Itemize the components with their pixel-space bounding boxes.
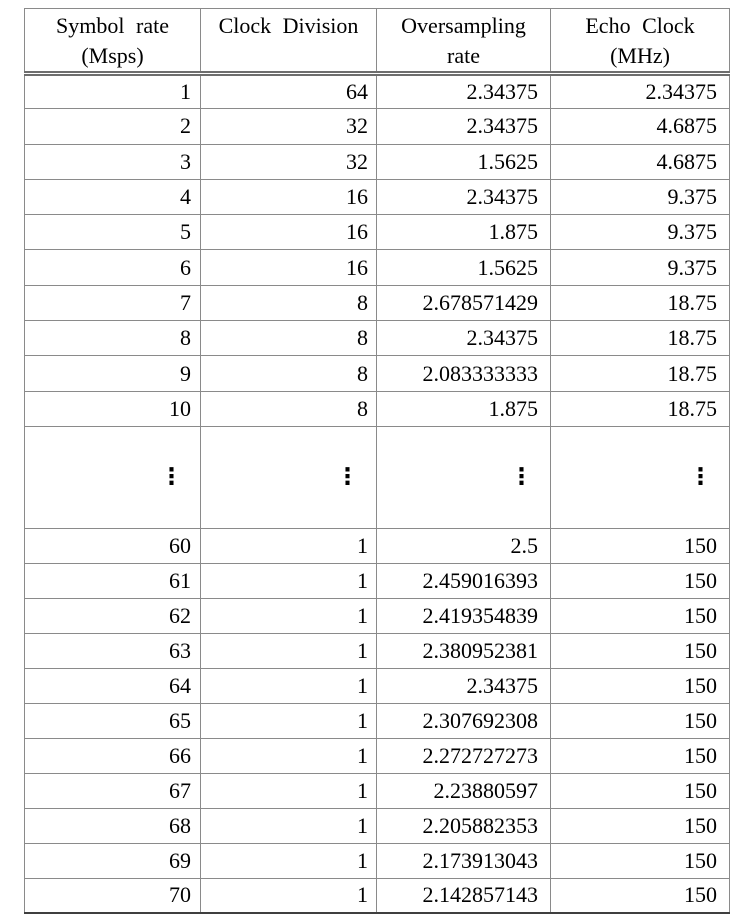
table-cell: 63 bbox=[25, 633, 201, 668]
table-cell: 1 bbox=[201, 878, 377, 913]
table-cell: 1 bbox=[201, 703, 377, 738]
table-cell: 9.375 bbox=[551, 179, 730, 214]
table-cell: 2.459016393 bbox=[377, 563, 551, 598]
table-row bbox=[25, 633, 730, 668]
table-row bbox=[25, 144, 730, 179]
table-cell: 150 bbox=[551, 563, 730, 598]
table-cell: 70 bbox=[25, 878, 201, 913]
table-cell: 150 bbox=[551, 773, 730, 808]
table-row bbox=[25, 738, 730, 773]
table-cell: 2.34375 bbox=[377, 74, 551, 109]
table-cell: 1 bbox=[201, 528, 377, 563]
header-line2: (Msps) bbox=[81, 43, 144, 68]
table-cell: 16 bbox=[201, 179, 377, 214]
table-cell: 2.173913043 bbox=[377, 843, 551, 878]
table-cell: 18.75 bbox=[551, 356, 730, 391]
col-header-oversampling-rate bbox=[377, 9, 551, 74]
table-cell: 1.5625 bbox=[377, 250, 551, 285]
table-cell: 2.23880597 bbox=[377, 773, 551, 808]
table-cell: 3 bbox=[25, 144, 201, 179]
table-cell: 2.142857143 bbox=[377, 878, 551, 913]
table-cell: 1 bbox=[201, 668, 377, 703]
table-cell: 60 bbox=[25, 528, 201, 563]
table-body bbox=[25, 74, 730, 914]
table-cell: 1 bbox=[201, 738, 377, 773]
table-cell: 1 bbox=[201, 633, 377, 668]
table-cell: 62 bbox=[25, 598, 201, 633]
table-cell: 150 bbox=[551, 528, 730, 563]
table-cell: 2.678571429 bbox=[377, 285, 551, 320]
header-line2 bbox=[201, 41, 376, 71]
table-cell: 32 bbox=[201, 144, 377, 179]
table-cell: 8 bbox=[201, 321, 377, 356]
header-line1: Symbol rate bbox=[56, 13, 169, 38]
table-row bbox=[25, 74, 730, 109]
symbol-rate-clock-table bbox=[24, 8, 730, 914]
ellipsis-cell: ⋮ bbox=[551, 426, 730, 528]
table-cell: 150 bbox=[551, 668, 730, 703]
table-cell: 18.75 bbox=[551, 391, 730, 426]
table-cell: 18.75 bbox=[551, 285, 730, 320]
table-cell: 1 bbox=[201, 563, 377, 598]
table-cell: 18.75 bbox=[551, 321, 730, 356]
header-line1: Echo Clock bbox=[585, 13, 695, 38]
table-row bbox=[25, 878, 730, 913]
table-cell: 2.380952381 bbox=[377, 633, 551, 668]
table-row bbox=[25, 215, 730, 250]
table-cell: 1 bbox=[201, 843, 377, 878]
table-row bbox=[25, 179, 730, 214]
table-cell: 2.272727273 bbox=[377, 738, 551, 773]
table-row bbox=[25, 563, 730, 598]
table-cell: 6 bbox=[25, 250, 201, 285]
table-cell: 2 bbox=[25, 109, 201, 144]
table-cell: 2.34375 bbox=[377, 668, 551, 703]
table-cell: 64 bbox=[201, 74, 377, 109]
table-row bbox=[25, 668, 730, 703]
table-cell: 8 bbox=[201, 391, 377, 426]
col-header-clock-division bbox=[201, 9, 377, 74]
table-cell: 8 bbox=[25, 321, 201, 356]
table-cell: 2.34375 bbox=[551, 74, 730, 109]
table-row bbox=[25, 808, 730, 843]
col-header-echo-clock bbox=[551, 9, 730, 74]
ellipsis-row bbox=[25, 426, 730, 528]
col-header-symbol-rate bbox=[25, 9, 201, 74]
table-cell: 4.6875 bbox=[551, 109, 730, 144]
table-cell: 1 bbox=[25, 74, 201, 109]
header-line2: (MHz) bbox=[610, 43, 670, 68]
table-row bbox=[25, 109, 730, 144]
table-cell: 150 bbox=[551, 598, 730, 633]
table-cell: 65 bbox=[25, 703, 201, 738]
table-cell: 32 bbox=[201, 109, 377, 144]
table-cell: 4.6875 bbox=[551, 144, 730, 179]
table-cell: 9 bbox=[25, 356, 201, 391]
table-cell: 2.5 bbox=[377, 528, 551, 563]
table-cell: 2.419354839 bbox=[377, 598, 551, 633]
table-row bbox=[25, 321, 730, 356]
table-cell: 150 bbox=[551, 633, 730, 668]
table-cell: 150 bbox=[551, 703, 730, 738]
table-cell: 2.34375 bbox=[377, 321, 551, 356]
header-row bbox=[25, 9, 730, 74]
table-row bbox=[25, 843, 730, 878]
table-row bbox=[25, 285, 730, 320]
table-cell: 1 bbox=[201, 598, 377, 633]
table-cell: 7 bbox=[25, 285, 201, 320]
table-cell: 61 bbox=[25, 563, 201, 598]
table-row bbox=[25, 598, 730, 633]
table-cell: 10 bbox=[25, 391, 201, 426]
table-cell: 2.205882353 bbox=[377, 808, 551, 843]
table-row bbox=[25, 528, 730, 563]
table-cell: 150 bbox=[551, 808, 730, 843]
table-cell: 1 bbox=[201, 773, 377, 808]
table-row bbox=[25, 391, 730, 426]
table-cell: 16 bbox=[201, 250, 377, 285]
table-cell: 16 bbox=[201, 215, 377, 250]
table-cell: 69 bbox=[25, 843, 201, 878]
table-cell: 4 bbox=[25, 179, 201, 214]
table-cell: 1.875 bbox=[377, 391, 551, 426]
table-row bbox=[25, 250, 730, 285]
table-row bbox=[25, 356, 730, 391]
ellipsis-cell: ⋮ bbox=[377, 426, 551, 528]
table-cell: 9.375 bbox=[551, 250, 730, 285]
table-cell: 8 bbox=[201, 285, 377, 320]
table-cell: 8 bbox=[201, 356, 377, 391]
table-cell: 64 bbox=[25, 668, 201, 703]
header-line2: rate bbox=[447, 43, 480, 68]
table-row bbox=[25, 703, 730, 738]
table-cell: 9.375 bbox=[551, 215, 730, 250]
header-line1: Clock Division bbox=[218, 13, 359, 38]
table-cell: 2.34375 bbox=[377, 179, 551, 214]
table-row bbox=[25, 773, 730, 808]
table-cell: 1.875 bbox=[377, 215, 551, 250]
table-cell: 1 bbox=[201, 808, 377, 843]
table-cell: 66 bbox=[25, 738, 201, 773]
table-cell: 150 bbox=[551, 843, 730, 878]
table-cell: 2.34375 bbox=[377, 109, 551, 144]
table-cell: 5 bbox=[25, 215, 201, 250]
table-cell: 150 bbox=[551, 878, 730, 913]
header-line1: Oversampling bbox=[401, 13, 526, 38]
table-cell: 2.307692308 bbox=[377, 703, 551, 738]
table-cell: 150 bbox=[551, 738, 730, 773]
ellipsis-cell: ⋮ bbox=[201, 426, 377, 528]
table-cell: 68 bbox=[25, 808, 201, 843]
table-cell: 67 bbox=[25, 773, 201, 808]
ellipsis-cell: ⋮ bbox=[25, 426, 201, 528]
table-cell: 1.5625 bbox=[377, 144, 551, 179]
table-cell: 2.083333333 bbox=[377, 356, 551, 391]
